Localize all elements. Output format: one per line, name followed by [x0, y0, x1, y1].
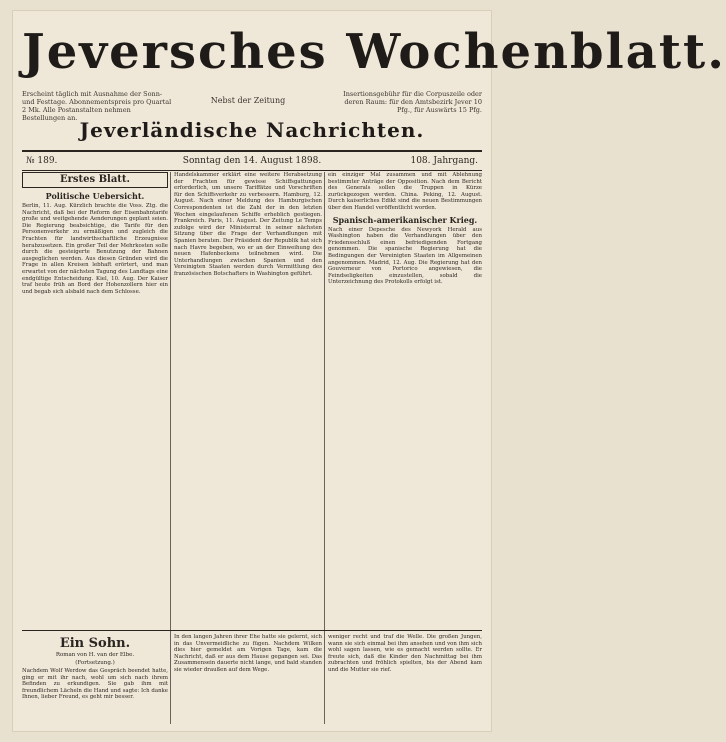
- newspaper-page: [12, 10, 726, 732]
- column-3: [328, 172, 482, 628]
- serial-text-2: [174, 634, 322, 726]
- subtitle: Jeverländische Nachrichten.: [79, 118, 425, 142]
- advertising-note: Insertionsgebühr für die Corpuszeile oder deren Raum: für den Amtsbezirk Jever 10 Pfg., für Auswärts 15 Pfg.: [343, 90, 482, 114]
- subscription-note: Erscheint täglich mit Ausnahme der Sonn- und Festtage. Abonnementspreis pro Quartal 2 Mk. Alle Postanstalten nehmen Bestellungen an.: [22, 90, 172, 122]
- politics-text: Berlin, 11. Aug. Kürzlich brachte die Voss. Ztg. die Nachricht, daß bei der Reform der Eisenbahntarife große und weitgehende Aenderungen geplant seien. Die Regierung beabsichtige, die Tarife für den Personenverkehr zu ermäßigen und zugleich die Frachten für landwirthschaftliche Erzeugnisse herabzusetzen. Ein großer Teil der Mehrkosten solle durch die gesteigerte Benutzung der Bahnen ausgeglichen werden. Aus diesen Gründen wird die Frage in allen Kreisen lebhaft erörtert, und man erwartet von der nächsten Tagung des Landtags eine endgültige Entscheidung. Kiel, 10. Aug. Der Kaiser traf heute früh an Bord der Hohenzollern hier ein und begab sich alsbald nach dem Schlosse.: [22, 203, 168, 295]
- serial-paragraph-3: weniger recht und traf die Welle. Die großen Jungen, wann sie sich einmal bei ihm ansehen und von ihm sich wohl sagen lassen, wie es gemacht werden sollte. Er freute sich, daß die Kinder den Nachmittag bei ihm zubrachten und fröhlich spielten, bis der Abend kam und die Mutter sie rief.: [328, 634, 482, 673]
- news-text-2: Handelskammer erklärt eine weitere Herabsetzung der Frachten für gewisse Schiffsgattungen erforderlich, um unsere Tariffätze und Vorschriften für den Schiffsverkehr zu verbessern. Hamburg, 12. August. Nach einer Meldung des Hamburgischen Correspondenten ist die Zahl der in den letzten Wochen eingelaufenen Schiffe erheblich gestiegen. Frankreich. Paris, 11. August. Der Zeitung Le Temps zufolge wird der Ministerrat in seiner nächsten Sitzung über die Frage der Verhandlungen mit Spanien beraten. Der Präsident der Republik hat sich nach Havre begeben, wo er an der Einweihung des neuen Hafenbeckens teilnehmen wird. Die Unterhandlungen zwischen Spanien und den Vereinigten Staaten werden durch Vermittlung des französischen Botschafters in Washington geführt.: [174, 172, 322, 277]
- politics-heading: Politische Uebersicht.: [45, 191, 145, 201]
- masthead-title: Jeversches Wochenblatt.: [22, 24, 726, 80]
- war-text: Nach einer Depesche des Newyork Herald aus Washington haben die Verhandlungen über den Friedensschluß einen befriedigenden Fortgang genommen. Die spanische Regierung hat die Bedingungen der Vereinigten Staaten im Allgemeinen angenommen. Madrid, 12. Aug. Die Regierung hat den Gouverneur von Portorico angewiesen, die Feindseligkeiten einzustellen, sobald die Unterzeichnung des Protokolls erfolgt ist.: [328, 226, 482, 286]
- serial-continuation: (Fortsetzung.): [75, 660, 115, 666]
- war-heading: Spanisch-amerikanischer Krieg.: [332, 214, 478, 225]
- serial-text-3: [328, 634, 482, 726]
- serial-paragraph-2: In den langen Jahren ihrer Ehe hatte sie gelernt, sich in das Unvermeidliche zu fügen. Nachdem Wilken dies hier gemeldet am Vorigen Tage, kam die Nachricht, daß er aus dem Hause gegangen sei. Das Zusammensein dauerte nicht lange, und bald standen sie wieder draußen auf dem Wege.: [174, 634, 322, 673]
- feuilleton-rule: [22, 630, 482, 631]
- volume-year: 108. Jahrgang.: [410, 156, 478, 166]
- column-2: [174, 172, 322, 628]
- serial-title: Ein Sohn.: [59, 636, 131, 651]
- first-sheet-label: Erstes Blatt.: [22, 172, 168, 188]
- news-text-3: ein einziger Mal zusammen und mit Ablehnung bestimmter Anträge der Opposition. Nach dem Bericht des Generals sollen die Truppen in Kürze zurückgezogen werden. China. Peking, 12. August. Durch kaiserliches Edikt sind die neuen Bestimmungen über den Handel veröffentlicht worden.: [328, 172, 482, 211]
- column-divider: [170, 172, 171, 724]
- serial-text: [22, 668, 168, 726]
- supplement-note: Nebst der Zeitung: [210, 96, 286, 105]
- issue-date: Sonntag den 14. August 1898.: [182, 156, 322, 166]
- dateline: [22, 150, 482, 171]
- serial-paragraph: Nachdem Wolf Werdow das Gespräch beendet hatte, ging er mit ihr nach, wohl um sich nach ihrem Befinden zu erkundigen. Sie gab ihm mit freundlichem Lächeln die Hand und sagte: Ich danke Ihnen, lieber Freund, es geht mir besser.: [22, 668, 168, 701]
- issue-number: № 189.: [26, 156, 58, 166]
- column-1: [22, 172, 168, 628]
- column-divider: [324, 172, 325, 724]
- serial-author: Roman von H. van der Elbe.: [55, 652, 135, 658]
